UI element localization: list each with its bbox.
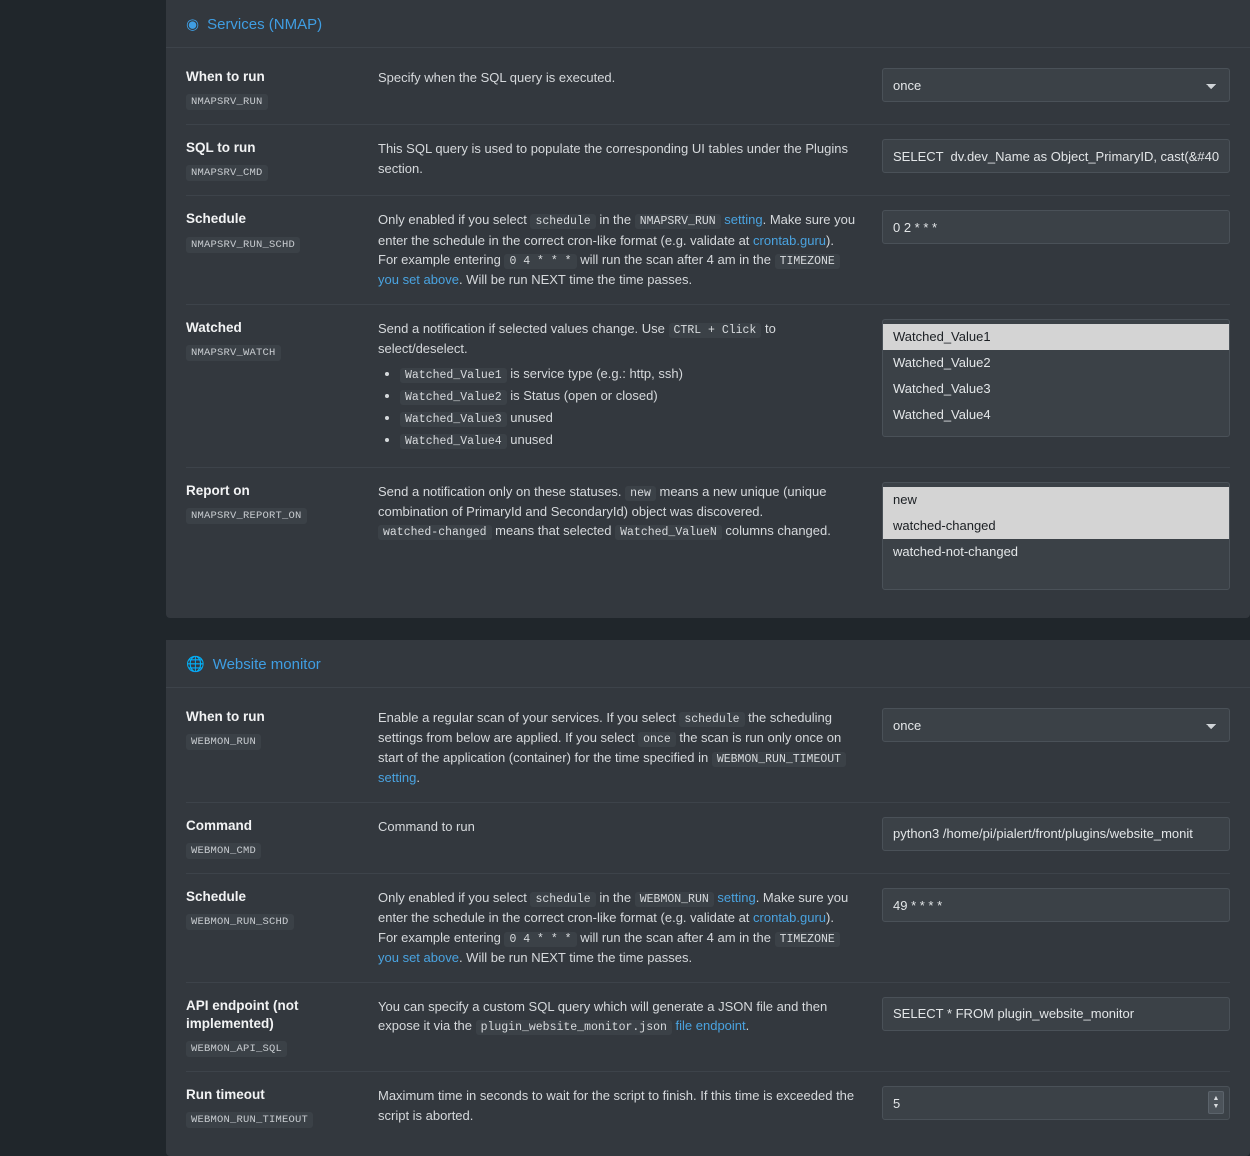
setting-text-input[interactable] xyxy=(882,817,1230,851)
setting-row xyxy=(186,196,1230,305)
setting-text-input[interactable] xyxy=(882,997,1230,1031)
setting-description: Enable a regular scan of your services. If you select schedule the scheduling settings from below are applied. If you select once the scan is run only once on start of the application (container) for the time specified in WEBMON_RUN_TIMEOUT setting. xyxy=(378,708,856,788)
setting-code: NMAPSRV_RUN_SCHD xyxy=(186,237,300,253)
setting-row xyxy=(186,305,1230,468)
setting-title: Run timeout xyxy=(186,1087,265,1103)
card-header xyxy=(166,640,1250,688)
setting-label-col xyxy=(186,888,378,930)
setting-description: Only enabled if you select schedule in the NMAPSRV_RUN setting. Make sure you enter the schedule in the correct cron-like format (e.g. validate at crontab.guru). For example entering 0 4 * * * will run the scan after 4 am in the TIMEZONE you set above. Will be run NEXT time the time passes. xyxy=(378,212,856,288)
setting-description: This SQL query is used to populate the corresponding UI tables under the Plugins section. xyxy=(378,141,848,176)
setting-title: Schedule xyxy=(186,889,247,905)
setting-label-col xyxy=(186,319,378,361)
card-body xyxy=(166,48,1250,618)
setting-description: Maximum time in seconds to wait for the script to finish. If this time is exceeded the script is aborted. xyxy=(378,1088,855,1123)
setting-row xyxy=(186,468,1230,604)
setting-select[interactable] xyxy=(882,708,1230,742)
left-rail xyxy=(0,0,166,1000)
setting-code: WEBMON_CMD xyxy=(186,843,261,859)
listbox-option[interactable]: watched-changed xyxy=(883,513,1229,539)
listbox-option[interactable]: new xyxy=(883,487,1229,513)
setting-description-col xyxy=(378,997,882,1037)
setting-description: You can specify a custom SQL query which will generate a JSON file and then expose it via the plugin_website_monitor.json file endpoint. xyxy=(378,998,828,1035)
setting-field-col xyxy=(882,1086,1230,1120)
card-title: Services (NMAP) xyxy=(207,16,323,33)
listbox-option[interactable]: Watched_Value3 xyxy=(893,381,991,397)
setting-description-col xyxy=(378,68,882,88)
setting-code: WEBMON_RUN_TIMEOUT xyxy=(186,1112,313,1128)
setting-row xyxy=(186,694,1230,803)
setting-description: Send a notification only on these statuses. new means a new unique (unique combination of PrimaryId and SecondaryId) object was discovered. watched-changed means that selected Watched_ValueN columns changed. xyxy=(378,483,831,540)
setting-select[interactable] xyxy=(882,68,1230,102)
listbox-option[interactable]: Watched_Value1 xyxy=(883,324,1229,350)
setting-field-col xyxy=(882,319,1230,437)
setting-code: NMAPSRV_CMD xyxy=(186,165,268,181)
setting-description: Specify when the SQL query is executed. xyxy=(378,70,616,85)
settings-card xyxy=(166,640,1250,1156)
setting-number-wrapper xyxy=(882,1086,1230,1120)
setting-field-col xyxy=(882,997,1230,1031)
setting-description-col xyxy=(378,139,882,178)
setting-label-col xyxy=(186,210,378,252)
setting-description-col xyxy=(378,817,882,837)
setting-row xyxy=(186,803,1230,874)
setting-title: API endpoint (not implemented) xyxy=(186,997,299,1031)
setting-row xyxy=(186,1072,1230,1142)
setting-label-col xyxy=(186,817,378,859)
card-body xyxy=(166,688,1250,1156)
setting-code: NMAPSRV_RUN xyxy=(186,94,268,110)
card-title: Website monitor xyxy=(212,655,321,673)
setting-description-col xyxy=(378,210,882,290)
setting-field-col xyxy=(882,817,1230,851)
setting-code: WEBMON_RUN_SCHD xyxy=(186,914,294,930)
setting-title: SQL to run xyxy=(186,140,256,156)
setting-field-col xyxy=(882,708,1230,742)
listbox-option[interactable]: Watched_Value4 xyxy=(893,407,991,423)
setting-description-col xyxy=(378,888,882,968)
setting-text-input[interactable] xyxy=(882,210,1230,244)
setting-label-col xyxy=(186,1086,378,1128)
setting-code: WEBMON_API_SQL xyxy=(186,1041,287,1057)
setting-field-col xyxy=(882,139,1230,173)
setting-row xyxy=(186,983,1230,1072)
setting-title: Schedule xyxy=(186,211,247,227)
setting-title: When to run xyxy=(186,69,265,84)
setting-description: Only enabled if you select schedule in the WEBMON_RUN setting. Make sure you enter the schedule in the correct cron-like format (e.g. validate at crontab.guru). For example entering 0 4 * * * will run the scan after 4 am in the TIMEZONE you set above. Will be run NEXT time the time passes. xyxy=(378,890,849,966)
setting-description-col xyxy=(378,482,882,542)
listbox-option[interactable]: Watched_Value2 xyxy=(893,355,991,371)
setting-label-col xyxy=(186,139,378,181)
setting-label-col xyxy=(186,68,378,110)
setting-code: NMAPSRV_REPORT_ON xyxy=(186,508,307,524)
setting-description: Send a notification if selected values change. Use CTRL + Click to select/deselect. • Watched_Value1 is service type (e.g.: http, ssh) • Watched_Value2 is Status (open or closed) • Watched_Value3 unused • Watched_Value4 unused xyxy=(378,319,856,451)
setting-description: Command to run xyxy=(378,818,475,834)
globe-icon: 🌐 xyxy=(186,655,205,673)
setting-field-col xyxy=(882,888,1230,922)
setting-label-col xyxy=(186,708,378,750)
settings-sections xyxy=(166,0,1250,1156)
setting-description-col xyxy=(378,319,882,453)
setting-description-col xyxy=(378,1086,882,1125)
setting-row xyxy=(186,874,1230,983)
number-spinner[interactable]: ▲ ▼ xyxy=(1208,1091,1224,1114)
card-header xyxy=(166,0,1250,48)
setting-field-col xyxy=(882,482,1230,590)
setting-listbox[interactable] xyxy=(882,319,1230,437)
setting-title: Command xyxy=(186,817,253,833)
settings-content xyxy=(166,0,1250,1127)
listbox-option[interactable]: watched-not-changed xyxy=(893,543,1019,559)
setting-code: WEBMON_RUN xyxy=(186,734,261,750)
setting-label-col xyxy=(186,997,378,1057)
setting-number-input[interactable] xyxy=(882,1086,1230,1120)
setting-text-input[interactable] xyxy=(882,139,1230,173)
setting-title: When to run xyxy=(186,708,265,724)
setting-row xyxy=(186,125,1230,196)
setting-field-col xyxy=(882,68,1230,102)
setting-code: NMAPSRV_WATCH xyxy=(186,345,281,361)
setting-title: Report on xyxy=(186,482,250,498)
radar-icon: ◉ xyxy=(186,16,200,33)
setting-title: Watched xyxy=(186,319,242,335)
setting-listbox[interactable] xyxy=(882,482,1230,590)
setting-text-input[interactable] xyxy=(882,888,1230,922)
setting-description-col xyxy=(378,708,882,788)
setting-field-col xyxy=(882,210,1230,244)
setting-row xyxy=(186,54,1230,125)
setting-label-col xyxy=(186,482,378,524)
settings-card xyxy=(166,0,1250,618)
